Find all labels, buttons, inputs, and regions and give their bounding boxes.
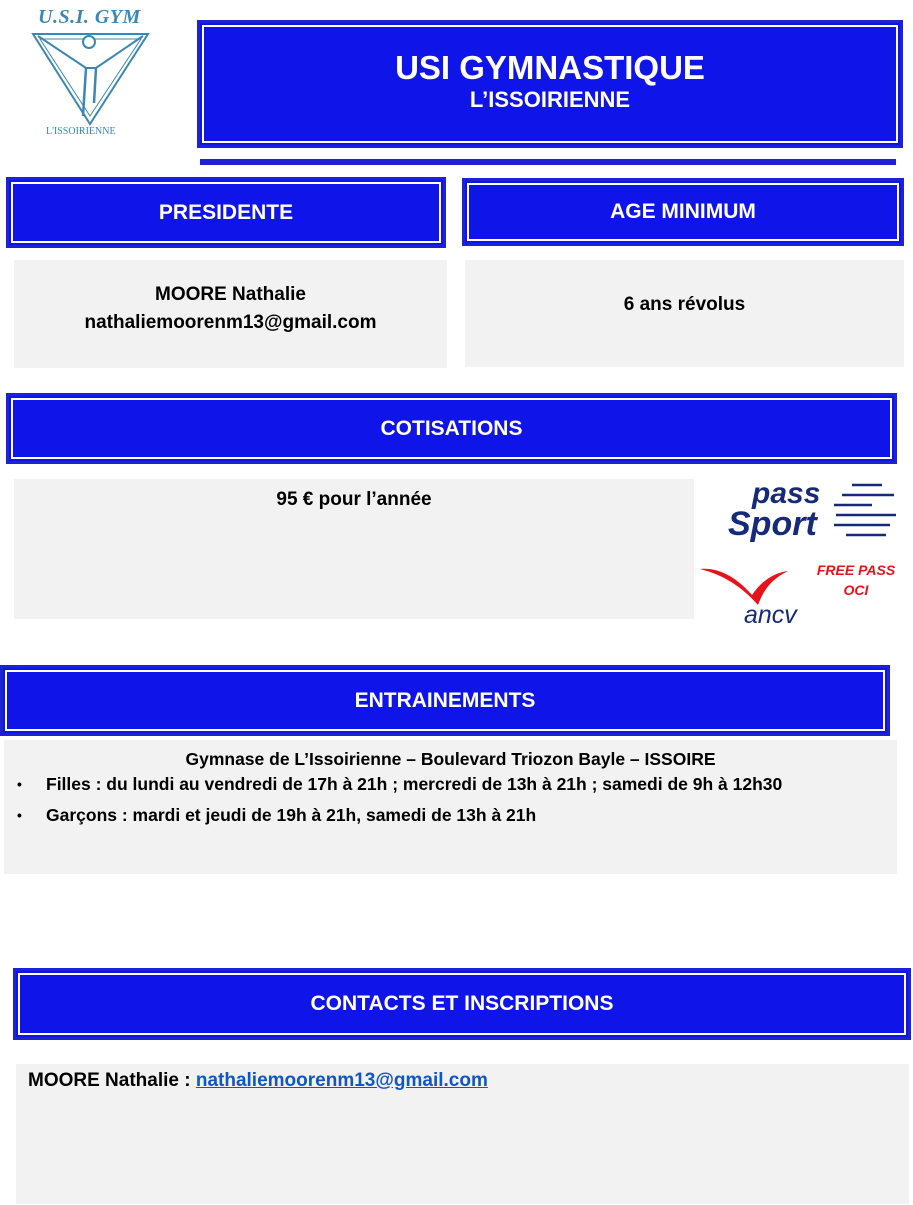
entrainements-header: ENTRAINEMENTS (0, 665, 890, 736)
contacts-name: MOORE Nathalie : (28, 1070, 196, 1091)
contacts-box (16, 1064, 909, 1204)
header-divider (200, 159, 896, 165)
presidente-header: PRESIDENTE (6, 177, 446, 248)
page-subtitle: L’ISSOIRIENNE (469, 87, 631, 112)
logo-bottom-text: L'ISSOIRIENNE (46, 126, 116, 137)
usi-gym-logo (28, 6, 153, 141)
free-pass-line2: OCI (843, 582, 869, 598)
entrainements-location: Gymnase de L’Issoirienne – Boulevard Triozon Bayle – ISSOIRE (185, 749, 716, 769)
ancv-text: ancv (744, 601, 797, 629)
pass-sport-logo (728, 478, 898, 548)
contacts-email-link[interactable]: nathaliemoorenm13@gmail.com (195, 1070, 488, 1091)
entrainements-box (4, 740, 897, 874)
age-minimum-header: AGE MINIMUM (462, 178, 904, 246)
pass-sport-line2: Sport (728, 505, 817, 543)
list-item: • Garçons : mardi et jeudi de 19h à 21h, samedi de 13h à 21h (46, 805, 897, 826)
gymnast-emblem-icon (28, 28, 153, 128)
presidente-name: MOORE Nathalie (155, 284, 306, 305)
presidente-box (14, 260, 447, 368)
age-minimum-value: 6 ans révolus (623, 294, 746, 315)
presidente-email: nathaliemoorenm13@gmail.com (84, 312, 377, 333)
list-item: • Filles : du lundi au vendredi de 17h à 21h ; mercredi de 13h à 21h ; samedi de 9h à 12h30 (46, 774, 897, 795)
pass-sport-line1: pass (752, 477, 821, 510)
contacts-header: CONTACTS ET INSCRIPTIONS (13, 968, 911, 1040)
entrainements-list (4, 774, 897, 826)
age-minimum-box (465, 260, 904, 367)
pass-sport-stripes-icon (832, 482, 898, 542)
free-pass-line1: FREE PASS (816, 562, 896, 578)
header-banner (197, 20, 903, 148)
cotisations-box (14, 479, 694, 619)
logo-top-text: U.S.I. GYM (38, 6, 141, 28)
free-pass-oci-logo (806, 560, 906, 600)
cotisations-price: 95 € pour l’année (276, 489, 432, 510)
cotisations-header: COTISATIONS (6, 393, 897, 464)
page-title: USI GYMNASTIQUE (395, 49, 705, 86)
ancv-logo (700, 565, 810, 630)
